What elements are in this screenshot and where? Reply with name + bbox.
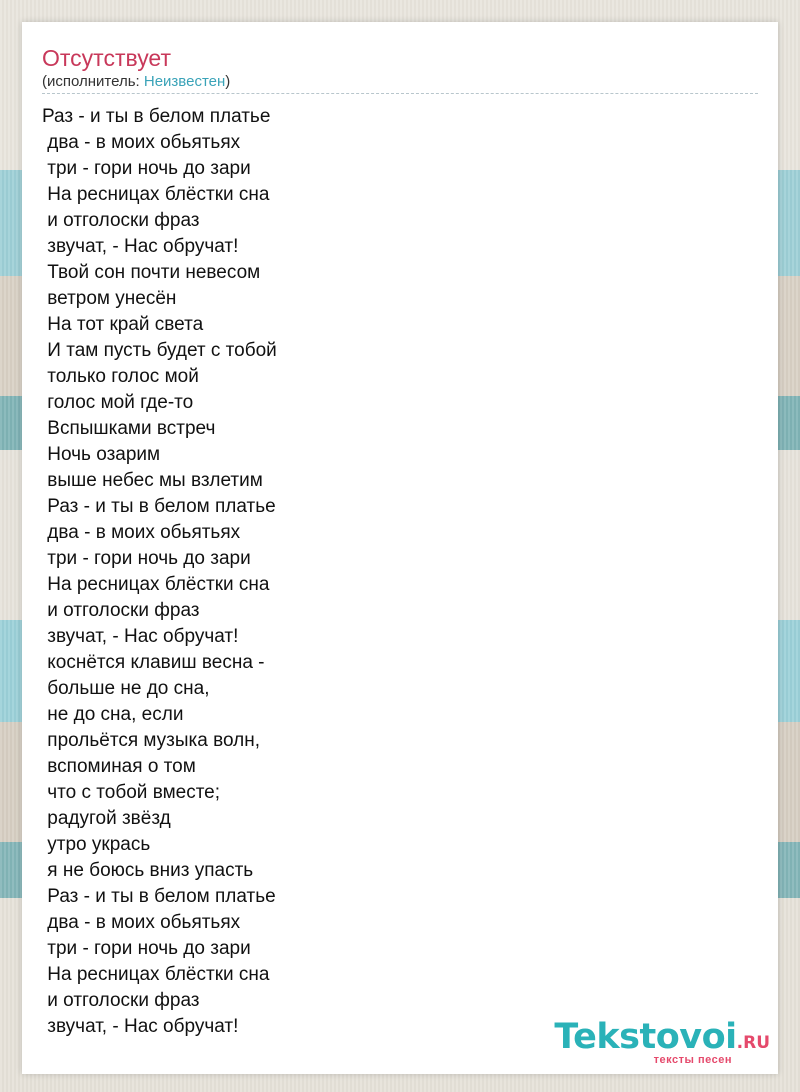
artist-suffix: ) — [225, 73, 231, 90]
lyric-line: На ресницах блёстки сна — [42, 964, 270, 985]
lyric-line: не до сна, если — [42, 704, 184, 725]
logo-tld: .RU — [736, 1033, 770, 1053]
lyric-line: два - в моих обьятьях — [42, 132, 241, 153]
lyric-line: Раз - и ты в белом платье — [42, 106, 271, 127]
lyric-line: три - гори ночь до зари — [42, 938, 251, 959]
lyric-line: На ресницах блёстки сна — [42, 574, 270, 595]
lyric-line: Раз - и ты в белом платье — [42, 496, 276, 517]
lyric-line: звучат, - Нас обручат! — [42, 626, 239, 647]
artist-link[interactable]: Неизвестен — [143, 73, 226, 90]
lyric-line: и отголоски фраз — [42, 990, 200, 1011]
lyric-line: Ночь озарим — [42, 444, 161, 465]
lyric-line: вспоминая о том — [42, 756, 196, 777]
song-title: Отсутствует — [42, 45, 171, 71]
lyric-line: утро укрась — [42, 834, 151, 855]
logo-name: Tekstovoi — [554, 1017, 737, 1057]
lyric-line: три - гори ночь до зари — [42, 158, 251, 179]
dashed-divider — [42, 93, 758, 94]
lyric-line: Твой сон почти невесом — [42, 262, 261, 283]
lyric-line: два - в моих обьятьях — [42, 912, 241, 933]
lyric-line: И там пусть будет с тобой — [42, 340, 277, 361]
lyrics-text — [42, 104, 742, 1040]
lyric-line: три - гори ночь до зари — [42, 548, 251, 569]
lyric-line: выше небес мы взлетим — [42, 470, 263, 491]
site-logo[interactable] — [530, 1018, 770, 1072]
lyric-line: ветром унесён — [42, 288, 177, 309]
lyric-line: На тот край света — [42, 314, 204, 335]
artist-line — [42, 72, 230, 92]
lyric-line: коснётся клавиш весна - — [42, 652, 265, 673]
lyric-line: что с тобой вместе; — [42, 782, 221, 803]
lyric-line: На ресницах блёстки сна — [42, 184, 270, 205]
lyric-line: и отголоски фраз — [42, 210, 200, 231]
lyric-line: прольётся музыка волн, — [42, 730, 260, 751]
lyrics-card — [22, 22, 778, 1074]
lyric-line: Вспышками встреч — [42, 418, 216, 439]
lyric-line: только голос мой — [42, 366, 199, 387]
lyric-line: звучат, - Нас обручат! — [42, 1016, 239, 1037]
lyric-line: и отголоски фраз — [42, 600, 200, 621]
lyric-line: звучат, - Нас обручат! — [42, 236, 239, 257]
lyric-line: я не боюсь вниз упасть — [42, 860, 254, 881]
artist-prefix: (исполнитель: — [42, 73, 144, 90]
lyric-line: Раз - и ты в белом платье — [42, 886, 276, 907]
lyric-line: больше не до сна, — [42, 678, 210, 699]
lyric-line: радугой звёзд — [42, 808, 171, 829]
logo-tagline: тексты песен — [653, 1054, 732, 1066]
lyric-line: голос мой где-то — [42, 392, 194, 413]
lyric-line: два - в моих обьятьях — [42, 522, 241, 543]
